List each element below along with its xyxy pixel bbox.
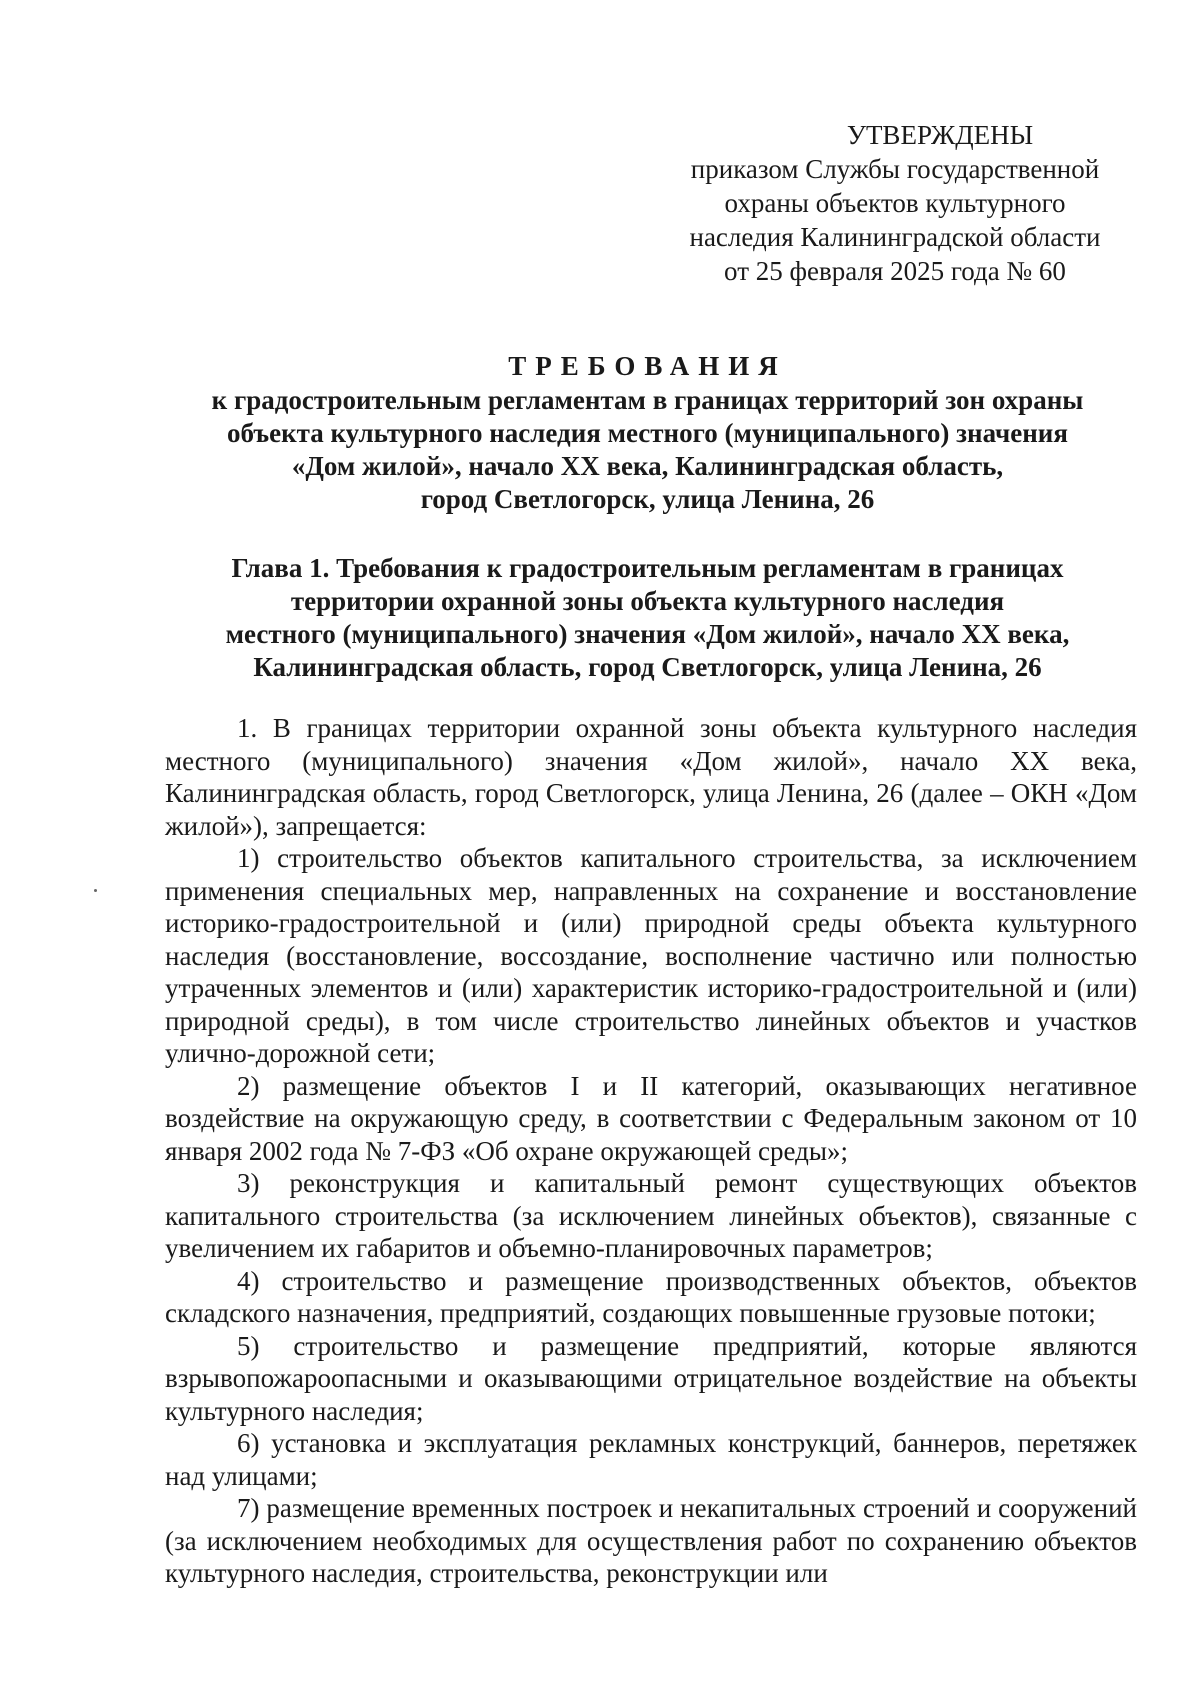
approval-date-line: от 25 февраля 2025 года № 60 [724, 256, 1066, 286]
body-paragraph: 6) установка и эксплуатация рекламных конструкций, баннеров, перетяжек над улицами; [165, 1428, 1137, 1491]
approval-line: приказом Службы государственной [690, 154, 1100, 184]
body-paragraph: 3) реконструкция и капитальный ремонт существующих объектов капитального строительства (за исключением линейных объектов), связанные с увеличением их габаритов и объемно-планировочных параметров; [165, 1168, 1137, 1263]
document-title-block [160, 350, 1135, 516]
document-title: ТРЕБОВАНИЯ [508, 351, 787, 381]
title-subline: к градостроительным регламентам в границах территорий зон охраны [211, 385, 1084, 415]
chapter-heading [160, 552, 1135, 684]
body-paragraph: 7) размещение временных построек и некапитальных строений и сооружений (за исключением необходимых для осуществления работ по сохранению объектов культурного наследия, строительства, реконструкции или [165, 1493, 1137, 1588]
body-paragraph: 4) строительство и размещение производственных объектов, объектов складского назначения, предприятий, создающих повышенные грузовые потоки; [165, 1265, 1137, 1328]
document-body [165, 712, 1137, 1590]
body-paragraph: 5) строительство и размещение предприятий, которые являются взрывопожароопасными и оказывающими отрицательное воздействие на объекты культурного наследия; [165, 1330, 1137, 1426]
approval-stamp [660, 118, 1130, 288]
title-subline: «Дом жилой», начало XX века, Калининградская область, [291, 451, 1004, 481]
title-subline: город Светлогорск, улица Ленина, 26 [420, 484, 875, 514]
approval-line: охраны объектов культурного [724, 188, 1066, 218]
chapter-heading-line: территории охранной зоны объекта культурного наследия [290, 586, 1005, 616]
chapter-heading-line: местного (муниципального) значения «Дом жилой», начало XX века, [225, 619, 1070, 649]
title-subline: объекта культурного наследия местного (муниципального) значения [227, 418, 1068, 448]
approval-line: наследия Калининградской области [689, 222, 1101, 252]
body-paragraph: 1) строительство объектов капитального строительства, за исключением применения специальных мер, направленных на сохранение и восстановление историко-градостроительной и (или) природной среды объекта культурного наследия (восстановление, воссоздание, восполнение частично или полностью утраченных элементов и (или) характеристик историко-градостроительной и (или) природной среды), в том числе строительство линейных объектов и участков улично-дорожной сети; [165, 843, 1137, 1068]
body-paragraph: 2) размещение объектов I и II категорий, оказывающих негативное воздействие на окружающую среду, в соответствии с Федеральным законом от 10 января 2002 года № 7-ФЗ «Об охране окружающей среды»; [165, 1070, 1137, 1166]
chapter-heading-line: Глава 1. Требования к градостроительным регламентам в границах [231, 553, 1064, 583]
chapter-heading-line: Калининградская область, город Светлогорск, улица Ленина, 26 [253, 652, 1042, 682]
approval-heading: УТВЕРЖДЕНЫ [846, 120, 1034, 150]
body-paragraph: 1. В границах территории охранной зоны объекта культурного наследия местного (муниципального) значения «Дом жилой», начало XX века, Калининградская область, город Светлогорск, улица Ленина, 26 (далее – ОКН «Дом жилой»), запрещается: [165, 713, 1137, 841]
scan-speck [94, 889, 97, 892]
